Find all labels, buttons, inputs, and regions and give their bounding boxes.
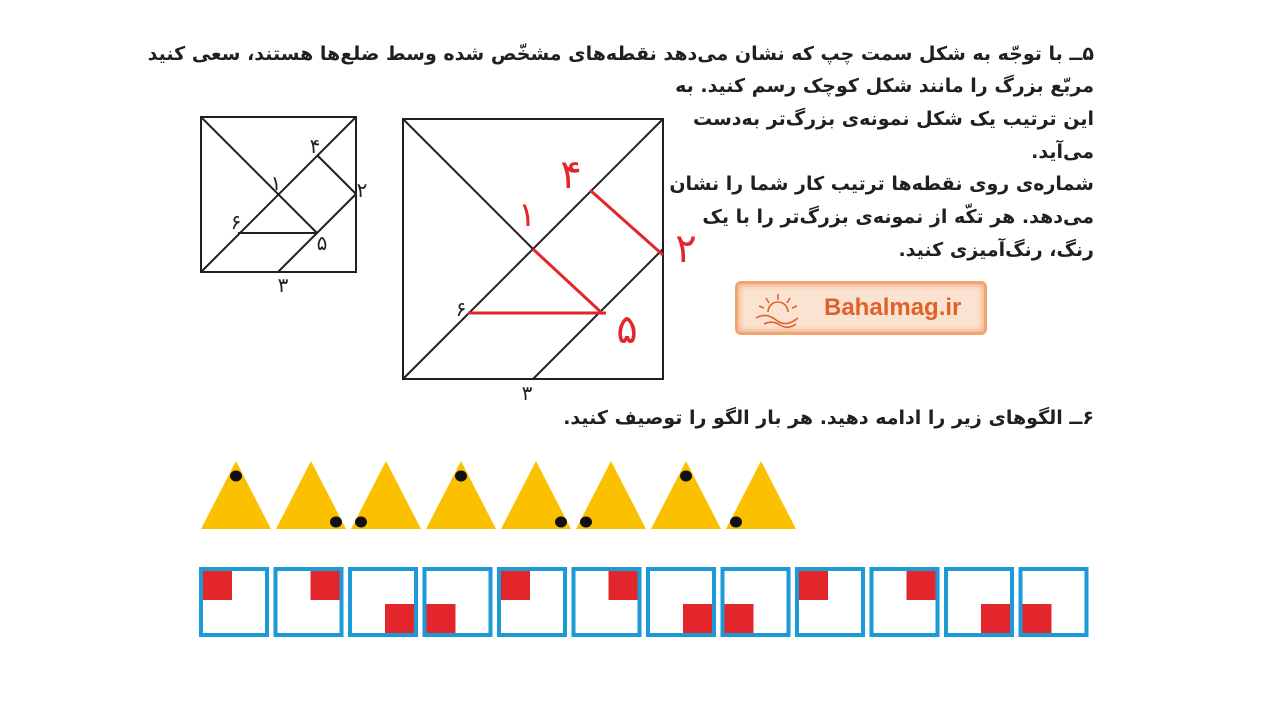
small-label-1: ۱	[270, 171, 282, 195]
large-label-6: ۶	[455, 297, 467, 321]
red-square-marker	[385, 604, 414, 633]
small-label-6: ۶	[230, 210, 242, 234]
small-label-5: ۵	[316, 231, 328, 255]
red-square-marker	[799, 571, 828, 600]
red-square-marker	[311, 571, 340, 600]
large-red-label-4: ۴	[560, 152, 582, 198]
red-square-marker	[427, 604, 456, 633]
q5-text-line-2: مربّع بزرگ را مانند شکل کوچک رسم کنید. به	[675, 75, 1094, 97]
red-square-marker	[609, 571, 638, 600]
q5-text-line-6: می‌دهد. هر تکّه از نمونه‌ی بزرگ‌تر را با یک	[702, 206, 1094, 228]
red-square-marker	[203, 571, 232, 600]
large-red-label-2: ۲	[675, 226, 697, 272]
red-square-marker	[981, 604, 1010, 633]
pattern-box	[201, 569, 267, 635]
pattern-box	[425, 569, 491, 635]
pattern-box	[723, 569, 789, 635]
q5-text-line-1: ۵ــ با توجّه به شکل سمت چپ که نشان می‌دهد نقطه‌های مشخّص شده وسط ضلع‌ها هستند، سعی کنید	[147, 43, 1094, 65]
small-label-3: ۳	[277, 273, 289, 297]
pattern-box	[1021, 569, 1087, 635]
q5-text-line-4: می‌آید.	[1031, 141, 1094, 163]
red-square-marker	[1023, 604, 1052, 633]
small-label-2: ۲	[356, 178, 368, 202]
pattern-box	[499, 569, 565, 635]
q5-text-line-5: شماره‌ی روی نقطه‌ها ترتیب کار شما را نشان	[669, 173, 1094, 195]
watermark-text: Bahalmag.ir	[824, 294, 962, 321]
pattern-box	[350, 569, 416, 635]
pattern-box	[946, 569, 1012, 635]
large-red-label-1: ۱	[517, 195, 537, 235]
pattern-box	[276, 569, 342, 635]
red-square-marker	[907, 571, 936, 600]
red-square-marker	[725, 604, 754, 633]
pattern-box	[872, 569, 938, 635]
q5-text-line-7: رنگ، رنگ‌آمیزی کنید.	[898, 239, 1094, 261]
pattern-box	[574, 569, 640, 635]
q6-text: ۶ــ الگوهای زیر را ادامه دهید. هر بار الگو را توصیف کنید.	[563, 407, 1094, 429]
red-square-marker	[501, 571, 530, 600]
large-red-label-5: ۵	[616, 307, 638, 353]
small-label-4: ۴	[309, 134, 321, 158]
red-square-marker	[683, 604, 712, 633]
large-label-3: ۳	[521, 381, 533, 405]
pattern-box	[648, 569, 714, 635]
pattern-box	[797, 569, 863, 635]
q5-text-line-3: این ترتیب یک شکل نمونه‌ی بزرگ‌تر به‌دست	[692, 108, 1094, 130]
